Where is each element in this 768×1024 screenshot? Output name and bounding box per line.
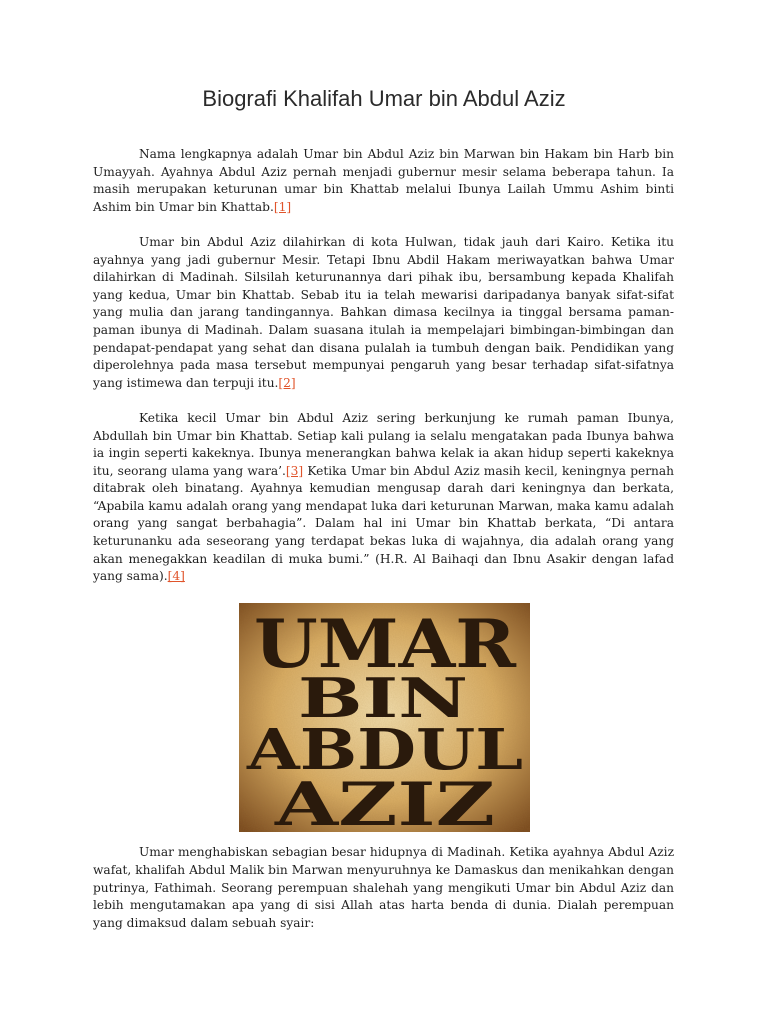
paragraph-4 bbox=[93, 844, 674, 932]
paragraph-2 bbox=[93, 234, 674, 392]
paragraph-1 bbox=[93, 146, 674, 216]
footnote-ref-1[interactable]: [1] bbox=[273, 199, 292, 214]
figure-line-umar: UMAR bbox=[254, 605, 518, 684]
paragraph-4-text: Umar menghabiskan sebagian besar hidupnya di Madinah. Ketika ayahnya Abdul Aziz wafat, khalifah Abdul Malik bin Marwan menyuruhnya ke Damaskus dan menikahkan dengan putrinya, Fathimah. Seorang perempuan shalehah yang mengikuti Umar bin Abdul Aziz dan lebih mengutamakan apa yang di sisi Allah atas harta benda di dunia. Dialah perempuan yang dimaksud dalam sebuah syair: bbox=[93, 845, 674, 930]
figure-line-abdul: ABDUL bbox=[245, 717, 523, 784]
paragraph-3-text-b: Ketika Umar bin Abdul Aziz masih kecil, keningnya pernah ditabrak oleh binatang. Ayahnya kemudian mengusap darah dari keningnya dan berkata, “Apabila kamu adalah orang yang mendapat luka dari keturunan Marwan, maka kamu adalah orang yang sangat berbahagia”. Dalam hal ini Umar bin Khattab berkata, “Di antara keturunanku ada seseorang yang terdapat bekas luka di wajahnya, dia adalah orang yang akan menegakkan keadilan di muka bumi.” (H.R. Al Baihaqi dan Ibnu Asakir dengan lafad yang sama). bbox=[93, 463, 674, 584]
paragraph-3 bbox=[93, 410, 674, 586]
paragraph-3-text-a: Ketika kecil Umar bin Abdul Aziz sering berkunjung ke rumah paman Ibunya, Abdullah bin Umar bin Khattab. Setiap kali pulang ia selalu mengatakan pada Ibunya bahwa ia ingin seperti kakeknya. Ibunya menerangkan bahwa kelak ia akan hidup seperti kakeknya itu, seorang ulama yang wara’. bbox=[93, 410, 674, 478]
document-body bbox=[93, 146, 674, 932]
page-title: Biografi Khalifah Umar bin Abdul Aziz bbox=[202, 86, 566, 111]
paragraph-2-text: Umar bin Abdul Aziz dilahirkan di kota Hulwan, tidak jauh dari Kairo. Ketika itu ayahnya yang jadi gubernur Mesir. Tetapi Ibnu Abdil Hakam meriwayatkan bahwa Umar dilahirkan di Madinah. Silsilah keturunannya dari pihak ibu, bersambung kepada Khalifah yang kedua, Umar bin Khattab. Sebab itu ia telah mewarisi daripadanya banyak sifat-sifat yang mulia dan jarang tandingannya. Bahkan dimasa kecilnya ia tinggal bersama paman-paman ibunya di Madinah. Dalam suasana itulah ia mempelajari bimbingan-bimbingan dan pendapat-pendapat yang sehat dan disana pulalah ia tumbuh dengan baik. Pendidikan yang diperolehnya pada masa tersebut mempunyai pengaruh yang besar terhadap sifat-sifatnya yang istimewa dan terpuji itu. bbox=[93, 234, 674, 390]
figure-line-aziz: AZIZ bbox=[273, 770, 495, 833]
figure-line-bin: BIN bbox=[298, 666, 468, 731]
umar-bin-abdul-aziz-image bbox=[239, 603, 530, 832]
paragraph-1-text: Nama lengkapnya adalah Umar bin Abdul Aziz bin Marwan bin Hakam bin Harb bin Umayyah. Ayahnya Abdul Aziz pernah menjadi gubernur mesir selama beberapa tahun. Ia masih merupakan keturunan umar bin Khattab melalui Ibunya Lailah Ummu Ashim binti Ashim bin Umar bin Khattab. bbox=[93, 147, 674, 214]
footnote-ref-3[interactable]: [3] bbox=[285, 463, 304, 478]
footnote-ref-2[interactable]: [2] bbox=[278, 375, 296, 390]
footnote-ref-4[interactable]: [4] bbox=[167, 569, 185, 584]
